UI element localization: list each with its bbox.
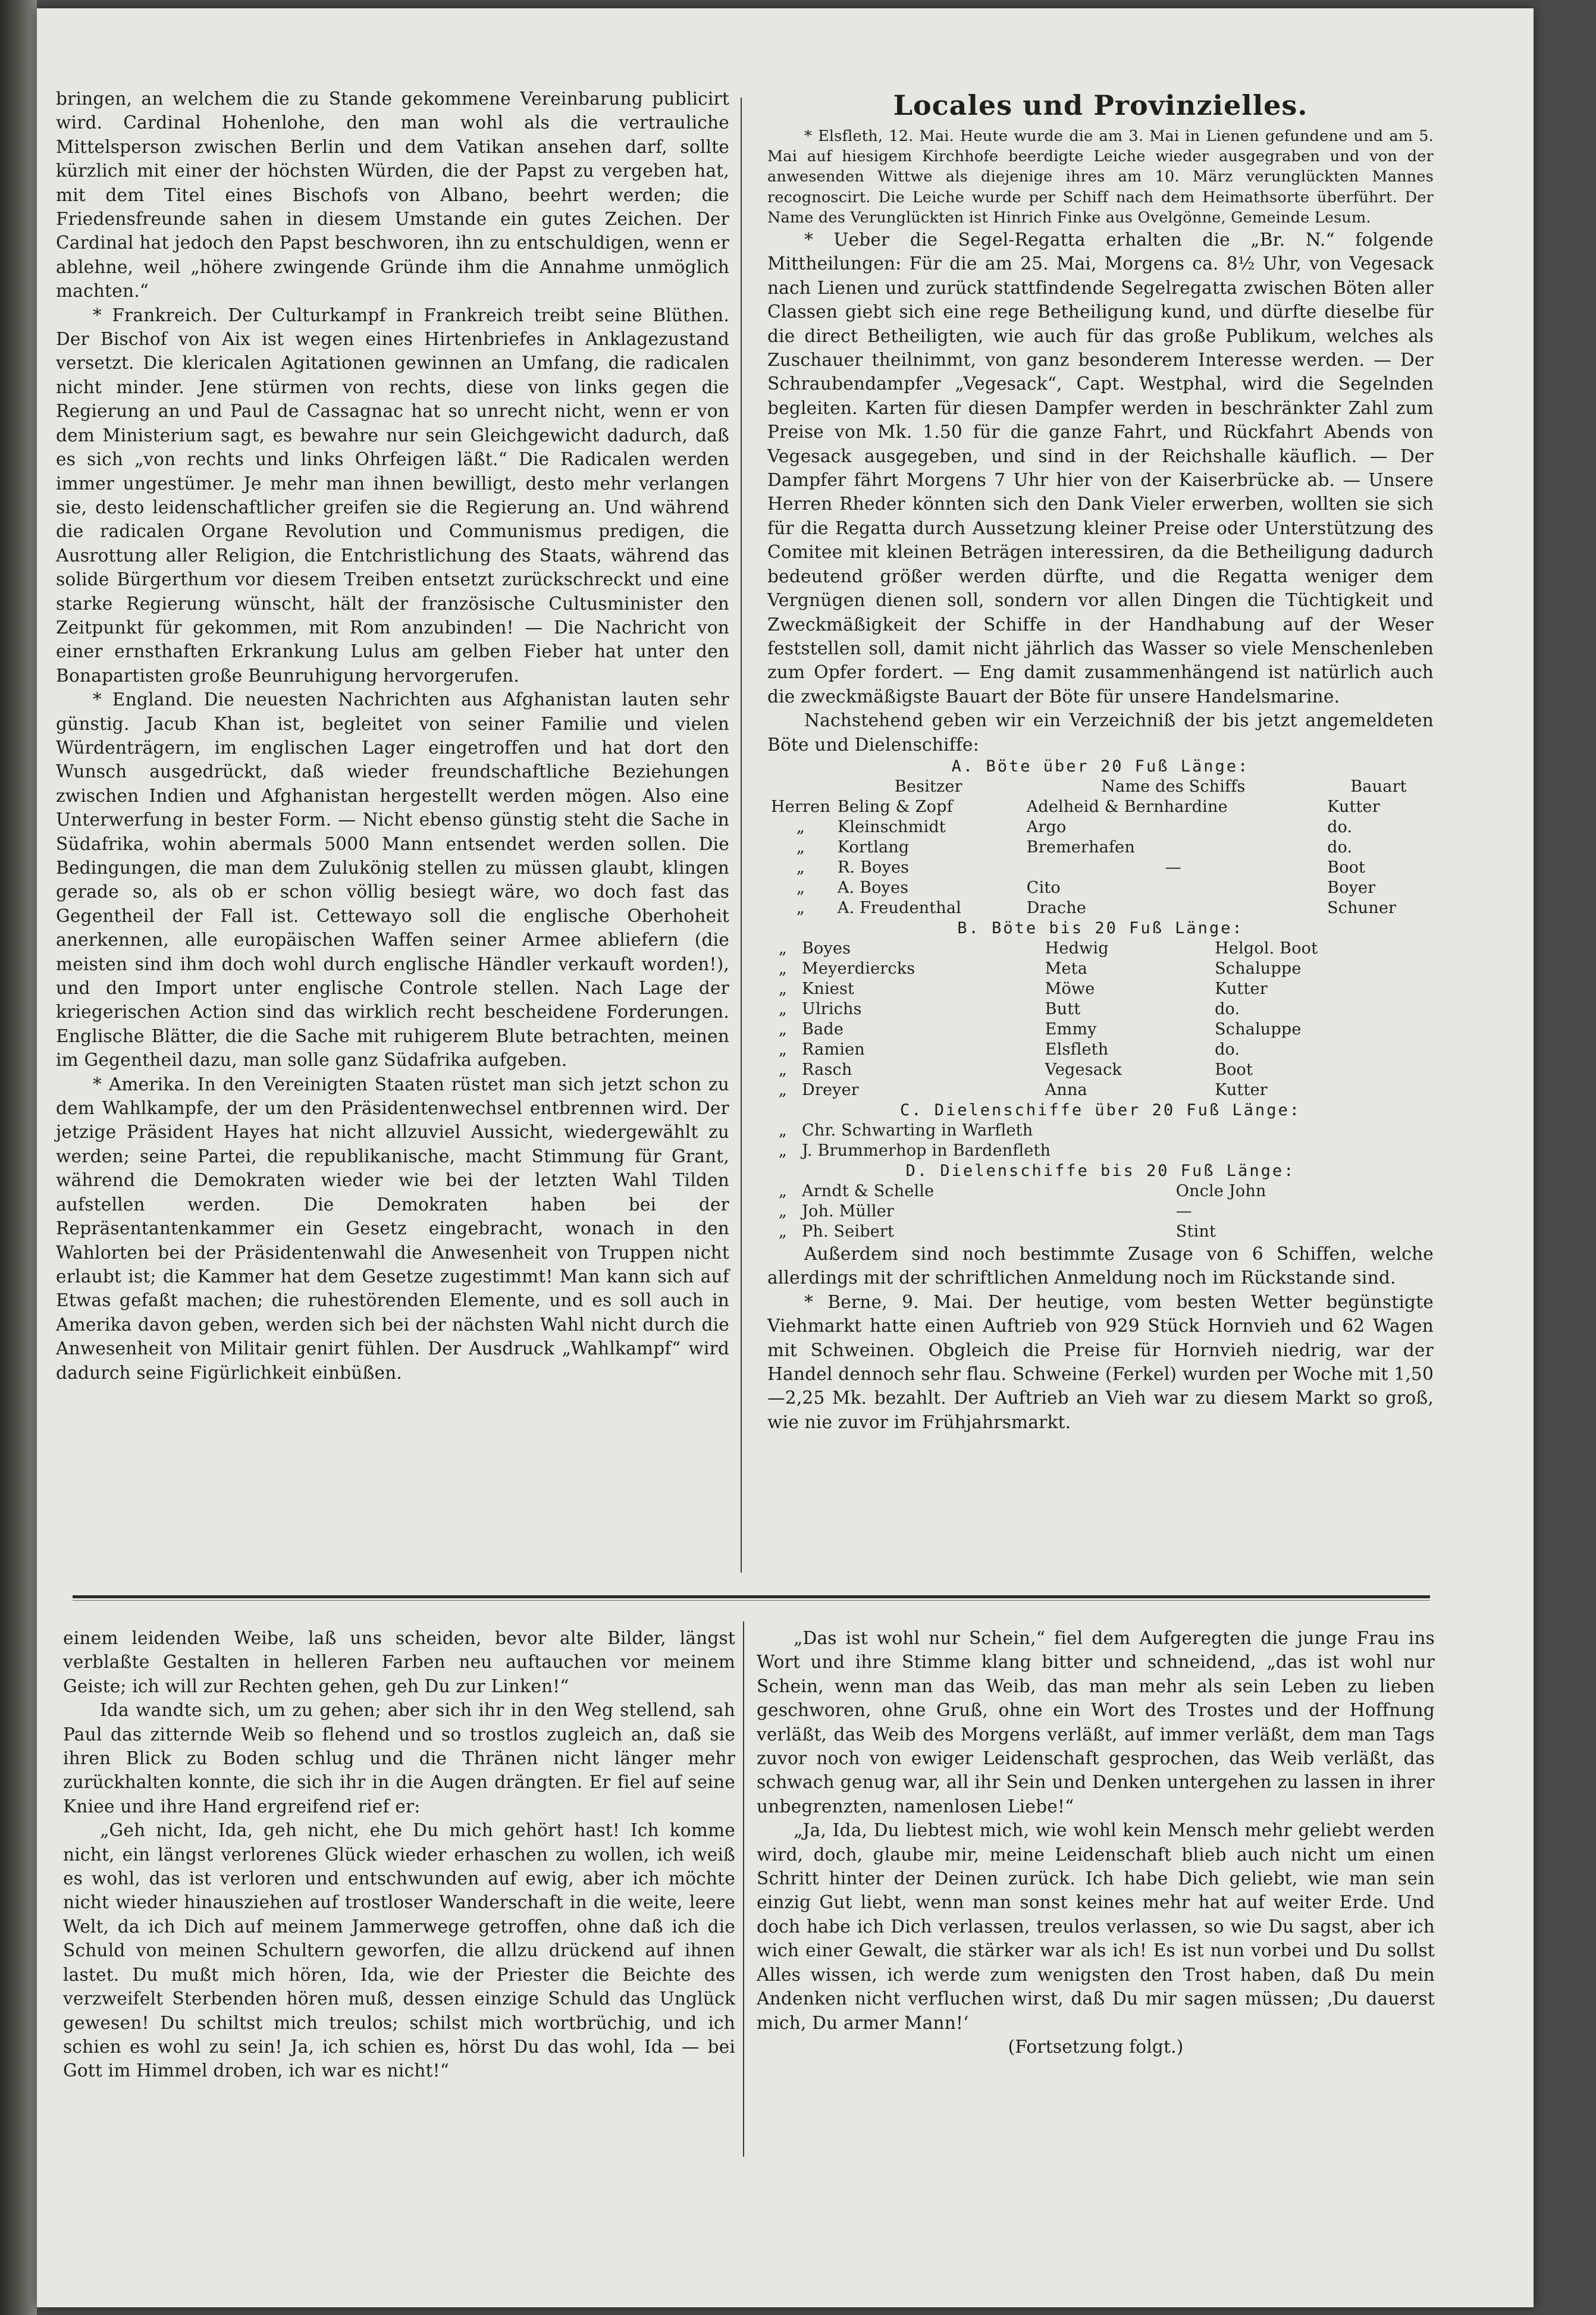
table-row <box>767 797 1434 817</box>
owner-cell: Beling & Zopf <box>837 797 953 816</box>
table-row <box>767 1222 1434 1242</box>
table-row <box>767 1040 1434 1060</box>
table-header-row <box>767 777 1434 797</box>
ship-cell: — <box>1165 858 1181 877</box>
type-cell: Schuner <box>1327 898 1397 917</box>
table-row <box>767 878 1434 898</box>
feuilleton-column-divider <box>743 1621 744 2157</box>
type-cell: Helgol. Boot <box>1215 939 1318 958</box>
table-row <box>767 959 1434 979</box>
fleet-table-b <box>767 939 1434 1100</box>
ship-cell: Stint <box>1175 1222 1216 1241</box>
table-row <box>767 1202 1434 1222</box>
table-row <box>767 817 1434 837</box>
header-ship: Name des Schiffs <box>1101 777 1246 796</box>
table-row <box>767 1181 1434 1202</box>
ditto-mark: „ <box>778 1222 788 1241</box>
owner-cell: Bade <box>802 1020 844 1039</box>
table-row <box>767 939 1434 959</box>
feuilleton-separator-thin <box>73 1600 1430 1601</box>
table-row <box>767 898 1434 918</box>
paragraph-list-outro: Außerdem sind noch bestimmte Zusage von 6 Schiffen, welche allerdings mit der schriftlichen Anmeldung noch im Rückstande sind. <box>767 1243 1434 1288</box>
type-cell: Boyer <box>1327 878 1376 897</box>
ship-cell: Meta <box>1045 959 1088 978</box>
ship-cell: Emmy <box>1045 1020 1097 1039</box>
owner-cell: Chr. Schwarting in Warfleth <box>802 1121 1033 1140</box>
table-row <box>767 1080 1434 1100</box>
type-cell: Boot <box>1215 1060 1253 1079</box>
ship-cell: Möwe <box>1045 979 1095 998</box>
ditto-mark: „ <box>796 858 805 877</box>
table-row <box>767 858 1434 878</box>
ship-cell: Cito <box>1026 878 1061 897</box>
owner-cell: Kortlang <box>837 837 910 857</box>
ditto-mark: „ <box>796 837 805 857</box>
feuilleton-paragraph: einem leidenden Weibe, laß uns scheiden, bevor alte Bilder, längst verblaßte Gestalten in helleren Farben neu auftauchen vor meinem Geiste; ich will zur Rechten gehen, geh Du zur Linken!“ <box>63 1628 735 1696</box>
type-cell: do. <box>1327 817 1353 836</box>
owner-cell: Meyerdiercks <box>802 959 915 978</box>
ship-cell: Hedwig <box>1045 939 1109 958</box>
owner-cell: Joh. Müller <box>802 1202 895 1221</box>
fleet-table-d <box>767 1181 1434 1242</box>
table-row <box>767 999 1434 1020</box>
owner-cell: Boyes <box>802 939 851 958</box>
feuilleton-separator <box>73 1595 1430 1598</box>
type-cell: do. <box>1215 999 1240 1018</box>
type-cell: Kutter <box>1327 797 1380 816</box>
ship-cell: Vegesack <box>1045 1060 1122 1079</box>
table-row <box>767 1060 1434 1080</box>
continued-notice: (Fortsetzung folgt.) <box>1008 2036 1184 2057</box>
ditto-mark: „ <box>796 898 805 917</box>
type-cell: Boot <box>1327 858 1366 877</box>
ditto-mark: „ <box>778 999 788 1018</box>
table-row <box>767 1121 1434 1141</box>
paragraph-frankreich: * Frankreich. Der Culturkampf in Frankreich treibt seine Blüthen. Der Bischof von Aix ist wegen eines Hirtenbriefes in Anklagezustand versetzt. Die klericalen Agitationen gewinnen an Umfang, die radicalen nicht minder. Jene stürmen von rechts, diese von links gegen die Regierung an und Paul de Cassagnac hat so unrecht nicht, wenn er von dem Ministerium sagt, es bewahre nur sein Gleichgewicht dadurch, daß es sich „von rechts und links Ohrfeigen läßt.“ Die Radicalen werden immer ungestümer. Je mehr man ihnen bewilligt, desto mehr verlangen sie, desto leidenschaftlicher greifen sie die Regierung an. Und während die radicalen Organe Revolution und Communismus predigen, die Ausrottung aller Religion, die Entchristlichung des Staats, während das solide Bürgerthum vor diesem Treiben entsetzt zurückschreckt und eine starke Regierung wünscht, hält der französische Cultusminister den Zeitpunkt für gekommen, mit Rom anzubinden! — Die Nachricht von einer ernsthaften Erkrankung Lulus am gelben Fieber hat unter den Bonapartisten große Beunruhigung hervorgerufen. <box>56 305 729 686</box>
feuilleton-paragraph: Ida wandte sich, um zu gehen; aber sich ihr in den Weg stellend, sah Paul das zitternde Weib so flehend und so trostlos zugleich an, daß sie ihren Blick zu Boden schlug und die Thränen nicht länger mehr zurückhalten konnte, die sich ihr in die Augen drängten. Er fiel auf seine Kniee und ihre Hand ergreifend rief er: <box>63 1700 735 1817</box>
list-caption-b: B. Böte bis 20 Fuß Länge: <box>957 918 1244 937</box>
owner-cell: A. Boyes <box>837 878 909 897</box>
owner-cell: Ulrichs <box>802 999 862 1018</box>
table-row <box>767 1020 1434 1040</box>
type-cell: do. <box>1327 837 1353 857</box>
ship-cell: Bremerhafen <box>1026 837 1135 857</box>
paragraph-vatican: bringen, an welchem die zu Stande gekommene Vereinbarung publicirt wird. Cardinal Hohenlohe, den man wohl als die vertrauliche Mittelsperson zwischen Berlin und dem Vatikan ansehen darf, sollte kürzlich mit einer der höchsten Würden, die der Papst zu vergeben hat, mit dem Titel eines Bischofs von Albano, beehrt werden; die Friedensfreunde sahen in diesem Umstande ein gutes Zeichen. Der Cardinal hat jedoch den Papst beschworen, ihn zu entschuldigen, wenn er ablehne, weil „höhere zwingende Gründe ihm die Annahme unmöglich machten.“ <box>56 89 729 302</box>
column-feuilleton-left <box>63 1626 735 2083</box>
owner-cell: Kniest <box>802 979 855 998</box>
book-spine <box>0 0 37 2315</box>
header-type: Bauart <box>1350 777 1407 796</box>
table-row <box>767 1141 1434 1161</box>
section-heading: Locales und Provinzielles. <box>893 89 1308 121</box>
list-caption-d: D. Dielenschiffe bis 20 Fuß Länge: <box>905 1161 1296 1180</box>
feuilleton-paragraph: „Ja, Ida, Du liebtest mich, wie wohl kein Mensch mehr geliebt werden wird, doch, glaube mir, meine Leidenschaft blieb auch nicht um einen Schritt hinter der Deinen zurück. Ich habe Dich geliebt, wie man sein einzig Gut liebt, wenn man sonst keines mehr hat auf weiter Erde. Und doch habe ich Dich verlassen, treulos verlassen, so wie Du sagst, aber ich wich einer Gewalt, die stärker war als ich! Es ist nun vorbei und Du sollst Alles wissen, ich werde zum wenigsten den Trost haben, daß Du mein Andenken nicht verfluchen wirst, daß Du mir sagen müssen; ‚Du dauerst mich, Du armer Mann!‘ <box>757 1820 1435 2033</box>
owner-cell: Ramien <box>802 1040 865 1059</box>
ship-cell: Argo <box>1026 817 1067 836</box>
ditto-mark: „ <box>778 1080 788 1099</box>
paragraph-amerika: * Amerika. In den Vereinigten Staaten rüstet man sich jetzt schon zu dem Wahlkampfe, der um den Präsidentenwechsel entbrennen wird. Der jetzige Präsident Hayes hat nicht allzuviel Aussicht, wiedergewählt zu werden; seine Partei, die republikanische, macht Stimmung für Grant, während die Demokraten wieder wie bei der letzten Wahl Tilden aufstellen werden. Die Demokraten haben bei der Repräsentantenkammer ein Gesetz eingebracht, wonach in den Wahlorten bei der Präsidentenwahl die Anwesenheit von Truppen nicht erlaubt ist; die Kammer hat dem Gesetze zugestimmt! Man kann sich auf Etwas gefaßt machen; die ruhestörenden Elemente, und es soll auch in Amerika davon geben, werden sich bei der nächsten Wahl nicht durch die Anwesenheit von Militair genirt fühlen. Der Ausdruck „Wahlkampf“ wird dadurch seine Figürlichkeit einbüßen. <box>56 1074 729 1383</box>
ship-cell: Oncle John <box>1175 1181 1266 1200</box>
feuilleton-paragraph: „Das ist wohl nur Schein,“ fiel dem Aufgeregten die junge Frau ins Wort und ihre Stimme klang bitter und schneidend, „das ist wohl nur Schein, wenn man das Weib, das man mehr als sein Leben zu lieben geschworen, ohne Gruß, ohne ein Wort des Trostes und der Hoffnung verläßt, das Weib des Morgens verläßt, auf immer verläßt, dem man Tags zuvor noch von ewiger Leidenschaft gesprochen, das Weib verläßt, das schwach genug war, all ihr Sein und Denken untergehen zu lassen in ihrer unbegrenzten, namenlosen Liebe!“ <box>757 1628 1435 1817</box>
fleet-table-c <box>767 1121 1434 1161</box>
type-cell: Schaluppe <box>1215 959 1302 978</box>
ditto-mark: „ <box>778 1121 788 1140</box>
owner-cell: J. Brummerhop in Bardenfleth <box>802 1141 1051 1160</box>
row-prefix: Herren <box>771 797 830 816</box>
type-cell: do. <box>1215 1040 1240 1059</box>
column-feuilleton-right <box>757 1626 1435 2059</box>
newspaper-page <box>37 8 1534 2307</box>
feuilleton-paragraph: „Geh nicht, Ida, geh nicht, ehe Du mich gehört hast! Ich komme nicht, ein längst verlorenes Glück wieder erhaschen zu wollen, ich weiß es wohl, das ist verloren und entschwunden auf ewig, aber ich möchte nicht wieder hinausziehen auf trostloser Wanderschaft in die weite, leere Welt, da ich Dich auf meinem Jammerwege getroffen, ohne daß ich die Schuld von meinen Schultern geworfen, die allzu drückend auf ihnen lastet. Du mußt mich hören, Ida, wie der Priester die Beichte des verzweifelt Sterbenden hören muß, dessen einzige Schuld das Unglück gewesen! Du schiltst mich treulos; schilst mich wortbrüchig, und ich schien es wohl zu sein! Ja, ich schien es, hörst Du das wohl, Ida — bei Gott im Himmel droben, ich war es nicht!“ <box>63 1820 735 2081</box>
fleet-table-a <box>767 777 1434 918</box>
ditto-mark: „ <box>778 1141 788 1160</box>
ditto-mark: „ <box>796 878 805 897</box>
header-owner: Besitzer <box>894 777 962 796</box>
ditto-mark: „ <box>778 959 788 978</box>
column-local-news <box>767 87 1434 1434</box>
ditto-mark: „ <box>796 817 805 836</box>
paragraph-berne: * Berne, 9. Mai. Der heutige, vom besten Wetter begünstigte Viehmarkt hatte einen Auftrieb von 929 Stück Hornvieh und 62 Wagen mit Schweinen. Obgleich die Preise für Hornvieh niedrig, war der Handel dennoch sehr flau. Schweine (Ferkel) wurden per Woche mit 1,50—2,25 Mk. bezahlt. Der Auftrieb an Vieh war zu diesem Markt so groß, wie nie zuvor im Frühjahrsmarkt. <box>767 1291 1434 1432</box>
ship-cell: Anna <box>1045 1080 1087 1099</box>
type-cell: Schaluppe <box>1215 1020 1302 1039</box>
ship-cell: Drache <box>1026 898 1087 917</box>
ditto-mark: „ <box>778 1020 788 1039</box>
owner-cell: Dreyer <box>802 1080 859 1099</box>
ditto-mark: „ <box>778 939 788 958</box>
ditto-mark: „ <box>778 979 788 998</box>
owner-cell: Arndt & Schelle <box>802 1181 935 1200</box>
owner-cell: A. Freudenthal <box>837 898 962 917</box>
paragraph-england: * England. Die neuesten Nachrichten aus Afghanistan lauten sehr günstig. Jacub Khan ist, begleitet von seiner Familie und vielen Würdenträgern, im englischen Lager eingetroffen und hat dort den Wunsch ausgedrückt, daß wieder freundschaftliche Beziehungen zwischen Indien und Afghanistan hergestellt werden mögen. Also eine Unterwerfung in bester Form. — Nicht ebenso günstig steht die Sache in Südafrika, wohin abermals 5000 Mann entsendet werden sollen. Die Bedingungen, die man dem Zulukönig stellen zu müssen glaubt, klingen gerade so, als ob er schon völlig besiegt wäre, wo doch fast das Gegentheil der Fall ist. Cettewayo soll die englische Oberhoheit anerkennen, alle europäischen Waffen seiner Armee abliefern (die meisten sind ihm doch wohl durch englische Händler verkauft worden!), und den Import unter englische Controle stellen. Nach Lage der kriegerischen Action sind das wirklich recht bescheidene Forderungen. Englische Blätter, die die Sache mit ruhigerem Blute betrachten, meinen im Gegentheil dazu, man solle ganz Südafrika aufgeben. <box>56 689 729 1071</box>
ditto-mark: „ <box>778 1040 788 1059</box>
table-row <box>767 979 1434 999</box>
type-cell: Kutter <box>1215 1080 1268 1099</box>
column-divider <box>741 98 742 1573</box>
list-caption-a: A. Böte über 20 Fuß Länge: <box>951 757 1250 776</box>
ship-cell: Adelheid & Bernhardine <box>1026 797 1228 816</box>
list-caption-c: C. Dielenschiffe über 20 Fuß Länge: <box>900 1100 1301 1119</box>
owner-cell: R. Boyes <box>837 858 910 877</box>
ditto-mark: „ <box>778 1202 788 1221</box>
ship-cell: Elsfleth <box>1045 1040 1109 1059</box>
paragraph-regatta: * Ueber die Segel-Regatta erhalten die „Br. N.“ folgende Mittheilungen: Für die am 25. Mai, Morgens ca. 8½ Uhr, von Vegesack nach Lienen und zurück stattfindende Segelregatta zwischen Böten aller Classen giebt sich eine rege Betheiligung kund, und dürfte dieselbe für die direct Betheiligten, wie auch für das große Publikum, welches als Zuschauer theilnimmt, von ganz besonderem Interesse werden. — Der Schraubendampfer „Vegesack“, Capt. Westphal, wird die Segelnden begleiten. Karten für diesen Dampfer werden in beschränkter Zahl zum Preise von Mk. 1.50 für die ganze Fahrt, und Rückfahrt Abends von Vegesack ausgegeben, und sind in der Reichshalle käuflich. — Der Dampfer fährt Morgens 7 Uhr hier von der Kaiserbrücke ab. — Unsere Herren Rheder könnten sich den Dank Vieler erwerben, wollten sie sich für die Regatta durch Aussetzung kleiner Preise oder Unterstützung des Comitee mit kleinen Beträgen interessiren, da die Betheiligung dadurch bedeutend größer werden dürfte, und die Regatta weniger dem Vergnügen dienen soll, sondern vor allen Dingen die Tüchtigkeit und Zweckmäßigkeit der Schiffe in der Handhabung auf der Weser feststellen soll, damit nicht jährlich das Wasser so viele Menschenleben zum Opfer fordert. — Eng damit zusammenhängend ist natürlich auch die zweckmäßigste Bauart der Böte für unsere Handelsmarine. <box>767 230 1434 707</box>
ship-cell: Butt <box>1045 999 1081 1018</box>
owner-cell: Ph. Seibert <box>802 1222 895 1241</box>
paragraph-elsfleth: * Elsfleth, 12. Mai. Heute wurde die am 3. Mai in Lienen gefundene und am 5. Mai auf hiesigem Kirchhofe beerdigte Leiche wieder ausgegraben und von der anwesenden Wittwe als diejenige ihres am 10. März verunglückten Mannes recognoscirt. Die Leiche wurde per Schiff nach dem Heimathsorte überführt. Der Name des Verunglückten ist Hinrich Finke aus Ovelgönne, Gemeinde Lesum. <box>767 127 1434 227</box>
column-political-news <box>56 87 729 1385</box>
owner-cell: Rasch <box>802 1060 852 1079</box>
owner-cell: Kleinschmidt <box>837 817 946 836</box>
paragraph-list-intro: Nachstehend geben wir ein Verzeichniß der bis jetzt angemeldeten Böte und Dielenschiffe: <box>767 710 1434 755</box>
type-cell: Kutter <box>1215 979 1268 998</box>
ditto-mark: „ <box>778 1181 788 1200</box>
ship-cell: — <box>1175 1202 1192 1221</box>
ditto-mark: „ <box>778 1060 788 1079</box>
table-row <box>767 837 1434 858</box>
